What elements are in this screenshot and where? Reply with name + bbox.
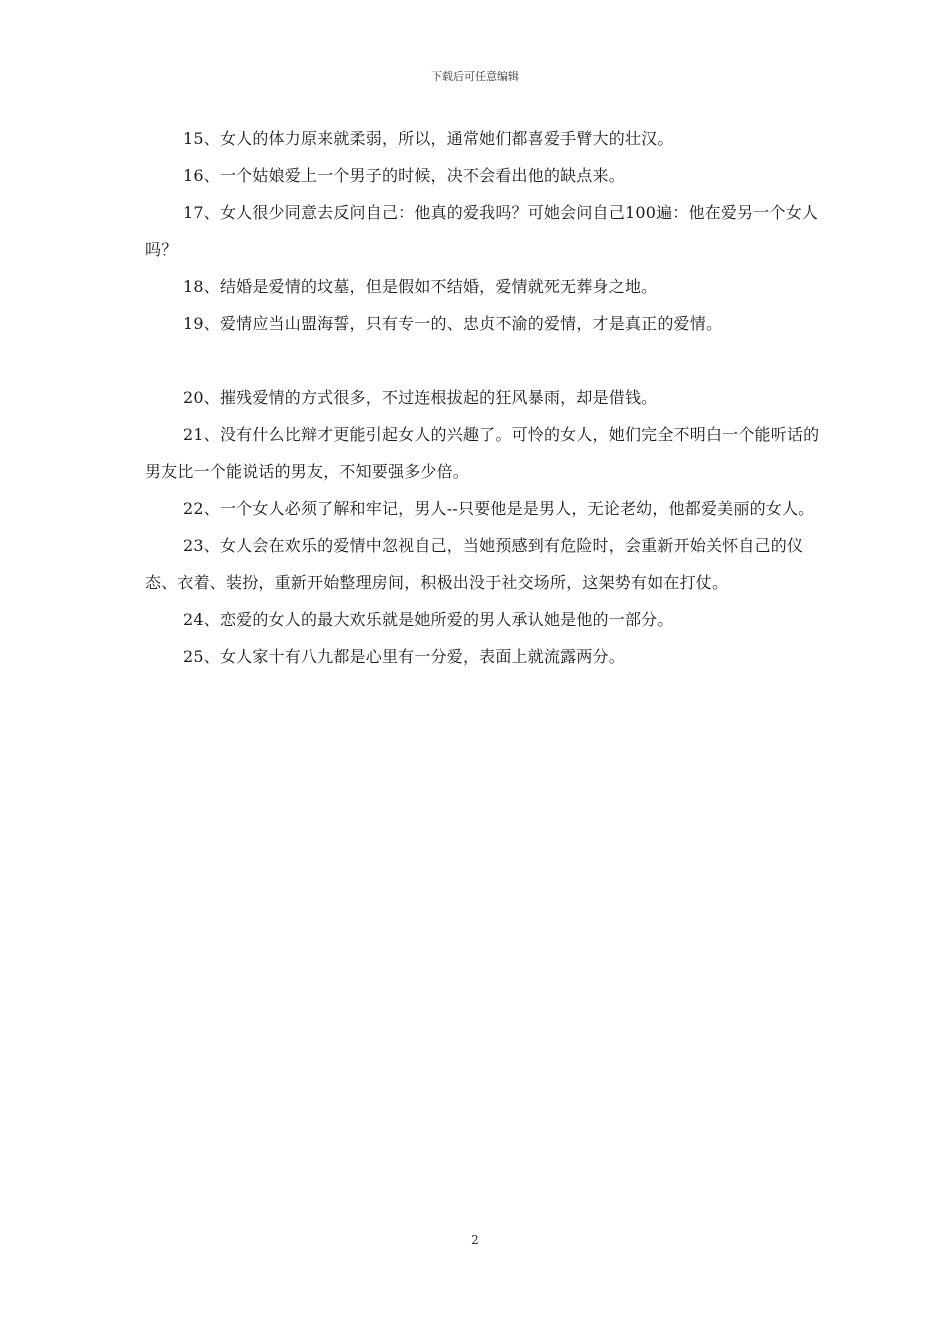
page-header: 下载后可任意编辑 (431, 70, 519, 83)
page-number: 2 (471, 1233, 479, 1247)
paragraph-19: 19、爱情应当山盟海誓，只有专一的、忠贞不渝的爱情，才是真正的爱情。 (183, 314, 723, 333)
paragraph-16: 16、一个姑娘爱上一个男子的时候，决不会看出他的缺点来。 (183, 166, 625, 185)
blank-line (145, 342, 825, 379)
paragraph-23: 23、女人会在欢乐的爱情中忽视自己，当她预感到有危险时，会重新开始关怀自己的仪态、衣着、装扮，重新开始整理房间，积极出没于社交场所，这架势有如在打仗。 (145, 536, 804, 592)
paragraph-18: 18、结婚是爱情的坟墓，但是假如不结婚，爱情就死无葬身之地。 (183, 277, 658, 296)
paragraph-17: 17、女人很少同意去反问自己：他真的爱我吗？可她会问自己100遍：他在爱另一个女人吗？ (145, 203, 819, 259)
paragraph-20: 20、摧残爱情的方式很多，不过连根拔起的狂风暴雨，却是借钱。 (183, 388, 658, 407)
paragraph-25: 25、女人家十有八九都是心里有一分爱，表面上就流露两分。 (183, 647, 625, 666)
paragraph-15: 15、女人的体力原来就柔弱，所以，通常她们都喜爱手臂大的壮汉。 (183, 129, 674, 148)
paragraph-24: 24、恋爱的女人的最大欢乐就是她所爱的男人承认她是他的一部分。 (183, 610, 674, 629)
paragraph-22: 22、一个女人必须了解和牢记，男人--只要他是是男人，无论老幼，他都爱美丽的女人。 (183, 499, 815, 518)
paragraph-21: 21、没有什么比辩才更能引起女人的兴趣了。可怜的女人，她们完全不明白一个能听话的男友比一个能说话的男友，不知要强多少倍。 (145, 425, 820, 481)
document-body (145, 120, 825, 675)
